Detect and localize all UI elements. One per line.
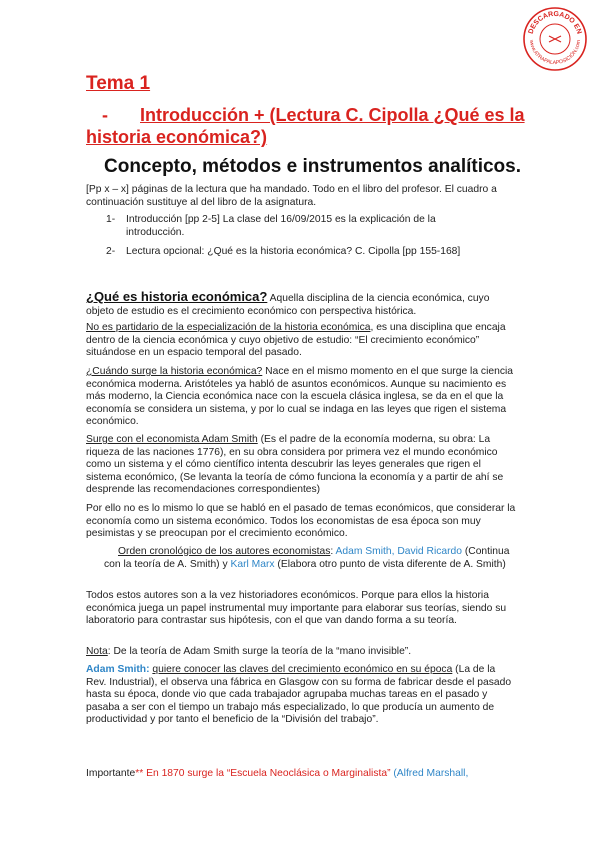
list-item <box>106 246 506 259</box>
underlined-phrase: ¿Cuándo surge la historia económica? <box>86 366 263 377</box>
subtitle-dash: - <box>102 105 108 125</box>
paragraph-text: Nace en el mismo momento en el que surge la ciencia económica moderna. Aristóteles ya habló de asuntos económicos. Aunque su nacimiento es más moderno, la Ciencia económica nace con la escuela clásica inglesa, se da en el que la economía se considera un sistema, y por lo cual se indaga en las leyes que rigen el sistema económico. <box>86 366 513 428</box>
author-marx: Karl Marx <box>230 558 275 570</box>
list-number: 2- <box>106 246 116 257</box>
adam-smith-label: Adam Smith: <box>86 664 150 675</box>
paragraph-text: , es una disciplina que encaja dentro de la ciencia económica y cuyo objetivo de estudio: “El crecimiento económico” situándose en un espacio temporal del pasado. <box>86 322 506 359</box>
authors-smith-ricardo: Adam Smith, David Ricardo <box>335 546 462 557</box>
paragraph-important <box>86 768 516 781</box>
list-text-line2: introducción. <box>126 226 185 238</box>
list-text-line1: Lectura opcional: ¿Qué es la historia económica? C. Cipolla [pp 155-168] <box>126 246 461 257</box>
download-stamp-logo <box>522 6 588 72</box>
svg-text:www.ATRAPALAPOSICIÓN.com: www.ATRAPALAPOSICIÓN.com <box>527 39 583 67</box>
note-label: Nota <box>86 646 108 657</box>
paragraph-text: (Continua con la teoría de A. Smith) y <box>104 546 510 570</box>
svg-text:DESCARGADO EN: DESCARGADO EN <box>527 10 583 35</box>
underlined-phrase: Orden cronológico de los autores economistas <box>118 546 331 557</box>
paragraph-adam-smith-growth <box>86 664 516 727</box>
underlined-phrase: Surge con el economista Adam Smith <box>86 434 258 445</box>
section-heading-what-is: ¿Qué es historia económica? <box>86 289 268 304</box>
paragraph-text: (Es el padre de la economía moderna, su obra: La riqueza de las naciones 1776), en su obra considera por primera vez el mundo económico como un sistema y el cómo científico intenta descubrir las leyes generales que rigen el sistema económico, (Se levanta la teoría de cómo funciona la economía y a partir de ahí se desprende las recomendaciones correspondientes) <box>86 434 504 496</box>
paragraph-when-arises <box>86 366 516 429</box>
paragraph-text: (La de la Rev. Industrial), el observa una fábrica en Glasgow con su forma de fabricar desde el pasado hasta su época, donde vio que cada trabajador agrupaba muchas tareas en el pasado y pasaba a ser con el tiempo un trabajo más especializado, lo que producía un aumento de productividad y por tanto el beneficio de la “División del trabajo”. <box>86 664 512 726</box>
paragraph-chronological-order <box>104 546 514 571</box>
paragraph-adam-smith-origin <box>86 434 516 497</box>
topic-subtitle <box>86 104 526 148</box>
list-number: 1- <box>106 214 116 225</box>
colon: : <box>330 546 336 557</box>
section-heading-concept: Concepto, métodos e instrumentos analíticos. <box>104 156 522 177</box>
intro-paragraph: [Pp x – x] páginas de la lectura que ha mandado. Todo en el libro del profesor. El cuadro a continuación sustituye al del libro de la asignatura. <box>86 184 497 208</box>
list-item <box>106 214 506 239</box>
paragraph-pessimism: Por ello no es lo mismo lo que se habló en el pasado de temas económicos, que considerar la economía como un sistema económico. Todos los economistas de esa época son muy pesimistas y se preocupan por el crecimiento económico. <box>86 503 516 540</box>
important-label: Importante <box>86 768 136 779</box>
paragraph-specialization <box>86 322 516 360</box>
list-text-line1: Introducción [pp 2-5] La clase del 16/09/2015 es la explicación de la <box>126 214 436 225</box>
subtitle-text: Introducción + (Lectura C. Cipolla ¿Qué es la historia económica?) <box>86 105 525 147</box>
topic-title: Tema 1 <box>86 73 151 94</box>
paragraph-historians: Todos estos autores son a la vez historiadores económicos. Porque para ellos la historia económica juega un papel instrumental muy importante para elaborar sus teorías, siendo su laboratorio para contrastar sus hipótesis, con el que van dando forma a su teoría. <box>86 590 507 627</box>
important-blue-text: (Alfred Marshall, <box>390 768 469 779</box>
paragraph-what-is-economic-history <box>86 291 516 318</box>
paragraph-note <box>86 646 516 659</box>
underlined-phrase: No es partidario de la especialización de la historia económica <box>86 322 371 333</box>
underlined-phrase: quiere conocer las claves del crecimiento económico en su época <box>152 664 453 675</box>
paragraph-text: (Elabora otro punto de vista diferente de A. Smith) <box>274 558 506 570</box>
paragraph-text: : De la teoría de Adam Smith surge la teoría de la “mano invisible”. <box>107 646 412 657</box>
paragraph-text: Aquella disciplina de la ciencia económica, cuyo objeto de estudio es el crecimiento económico con perspectiva histórica. <box>86 293 490 317</box>
important-red-text: ** En 1870 surge la “Escuela Neoclásica o Marginalista” <box>135 768 391 779</box>
